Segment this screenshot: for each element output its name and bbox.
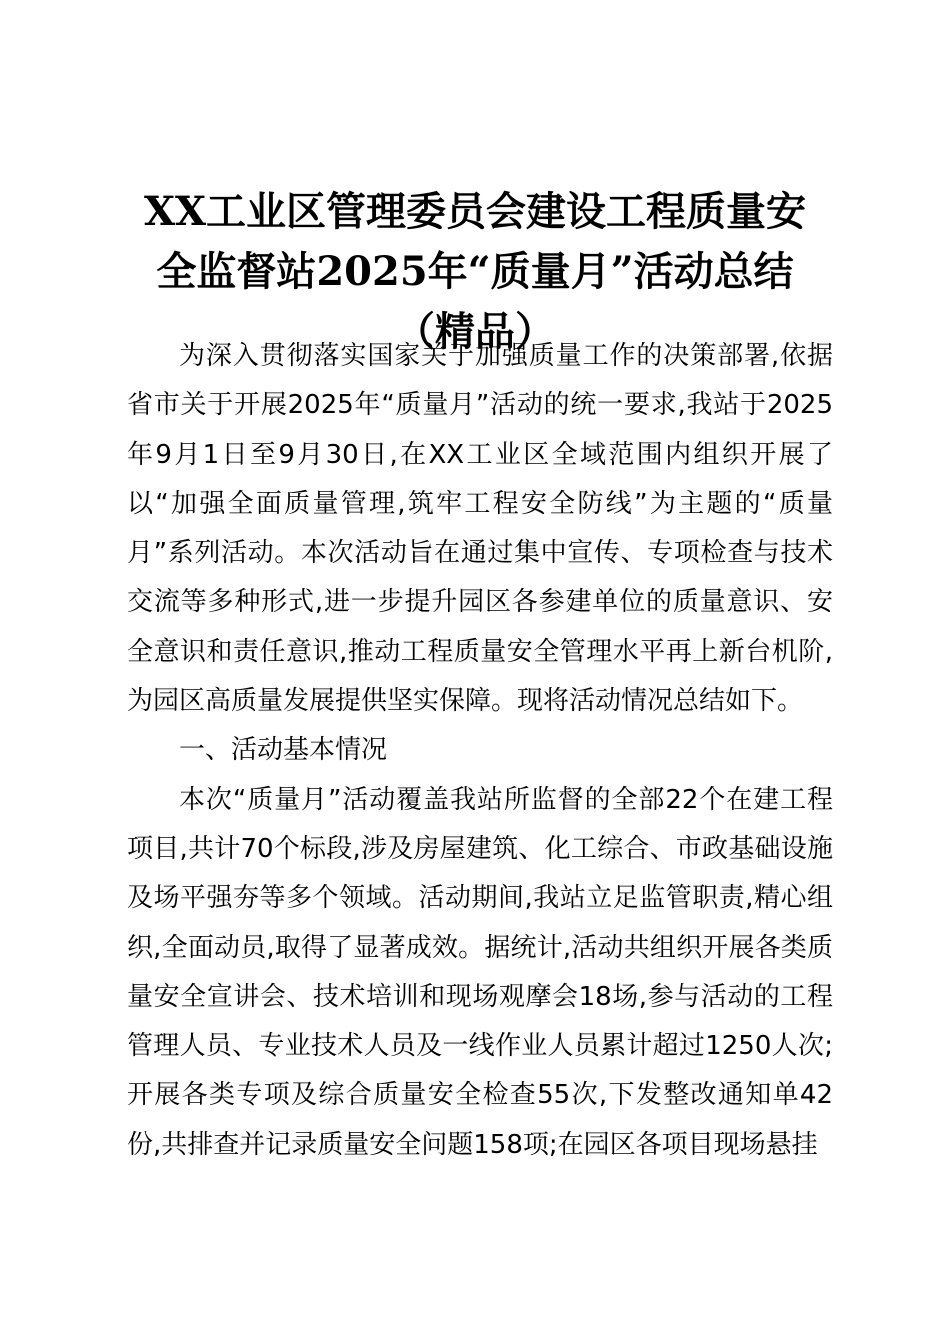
section-1-paragraph: 本次“质量月”活动覆盖我站所监督的全部22个在建工程项目,共计70个标段,涉及房屋建筑、化工综合、市政基础设施及场平强夯等多个领域。活动期间,我站立足监管职责,精心组织,全面动员,取得了显著成效。据统计,活动共组织开展各类质量安全宣讲会、技术培训和现场观摩会18场,参与活动的工程管理人员、专业技术人员及一线作业人员累计超过1250人次;开展各类专项及综合质量安全检查55次,下发整改通知单42份,共排查并记录质量安全问题158项;在园区各项目现场悬挂 bbox=[127, 784, 833, 1160]
intro-paragraph: 为深入贯彻落实国家关于加强质量工作的决策部署,依据省市关于开展2025年“质量月”活动的统一要求,我站于2025年9月1日至9月30日,在XX工业区全域范围内组织开展了以“加强全面质量管理,筑牢工程安全防线”为主题的“质量月”系列活动。本次活动旨在通过集中宣传、专项检查与技术交流等多种形式,进一步提升园区各参建单位的质量意识、安全意识和责任意识,推动工程质量安全管理水平再上新台机阶,为园区高质量发展提供坚实保障。现将活动情况总结如下。 bbox=[127, 341, 833, 717]
title-line-2: 全监督站2025年“质量月”活动总结 bbox=[156, 248, 794, 295]
title-line-3: （精品） bbox=[395, 308, 555, 355]
title-line-1: XX工业区管理委员会建设工程质量安 bbox=[143, 188, 807, 235]
section-heading-1: 一、活动基本情况 bbox=[179, 735, 388, 766]
document-body bbox=[127, 332, 833, 1170]
